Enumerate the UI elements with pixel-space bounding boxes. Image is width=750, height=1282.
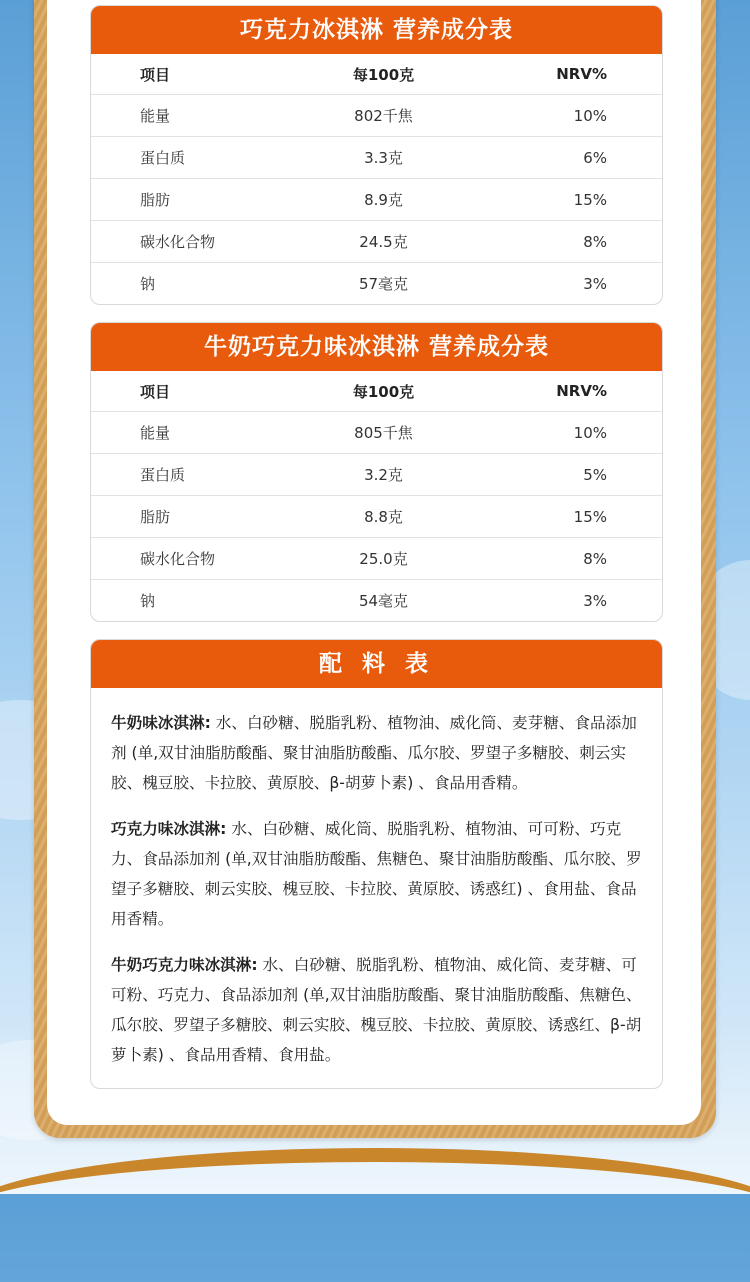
header-per100g: 每100克: [352, 65, 415, 84]
nutrition-table-chocolate: [90, 5, 663, 305]
table-row: [91, 496, 662, 538]
header-item: 项目: [140, 65, 171, 84]
cell-nrv: 10%: [573, 106, 607, 125]
nutrition-table-milk-chocolate: [90, 322, 663, 622]
cell-item: 钠: [140, 592, 156, 610]
table-row: [91, 538, 662, 580]
cell-item: 脂肪: [140, 508, 171, 526]
cell-item: 碳水化合物: [140, 550, 216, 568]
cell-amount: 8.8克: [364, 508, 403, 526]
header-nrv: NRV%: [556, 382, 607, 400]
table-row: [91, 263, 662, 304]
cell-nrv: 8%: [583, 232, 607, 251]
ingredient-list-text: 水、白砂糖、脱脂乳粉、植物油、威化筒、麦芽糖、可可粉、巧克力、食品添加剂 (单,双甘油脂肪酸酯、聚甘油脂肪酸酯、焦糖色、瓜尔胶、罗望子多糖胶、刺云实胶、槐豆胶、卡拉胶、黄原胶、诱惑红、β-胡萝卜素) 、食品用香精、食用盐。: [111, 956, 642, 1064]
cell-amount: 3.3克: [364, 149, 403, 167]
cell-amount: 24.5克: [359, 233, 408, 251]
ingredients-body: [91, 688, 662, 1088]
table-row: [91, 137, 662, 179]
cell-item: 能量: [140, 424, 171, 442]
cell-item: 脂肪: [140, 191, 171, 209]
cell-nrv: 5%: [583, 465, 607, 484]
cell-amount: 54毫克: [358, 592, 409, 610]
ingredient-paragraph: [111, 708, 642, 798]
cell-nrv: 15%: [573, 190, 607, 209]
header-item: 项目: [140, 382, 171, 401]
table-row: [91, 221, 662, 263]
table-row: [91, 412, 662, 454]
ingredient-list-text: 水、白砂糖、脱脂乳粉、植物油、威化筒、麦芽糖、食品添加剂 (单,双甘油脂肪酸酯、聚甘油脂肪酸酯、瓜尔胶、罗望子多糖胶、刺云实胶、槐豆胶、卡拉胶、黄原胶、β-胡萝卜素) 、食品用香精。: [111, 714, 637, 792]
decorative-swoosh: [0, 1148, 750, 1282]
header-nrv: NRV%: [556, 65, 607, 83]
table-row: [91, 95, 662, 137]
ingredient-product-name: 巧克力味冰淇淋:: [111, 820, 227, 838]
ingredients-title: 配 料 表: [91, 640, 662, 688]
ingredient-paragraph: [111, 814, 642, 934]
cell-nrv: 8%: [583, 549, 607, 568]
table-row: [91, 580, 662, 621]
cell-amount: 57毫克: [358, 275, 409, 293]
cell-amount: 25.0克: [359, 550, 408, 568]
table-row: [91, 179, 662, 221]
cell-amount: 805千焦: [354, 424, 413, 442]
table-title: 牛奶巧克力味冰淇淋 营养成分表: [91, 323, 662, 371]
ingredient-product-name: 牛奶味冰淇淋:: [111, 714, 211, 732]
cell-nrv: 3%: [583, 274, 607, 293]
ingredient-paragraph: [111, 950, 642, 1070]
cell-item: 蛋白质: [140, 149, 186, 167]
table-header-row: [91, 371, 662, 412]
cell-amount: 802千焦: [354, 107, 413, 125]
cell-amount: 8.9克: [364, 191, 403, 209]
cell-item: 碳水化合物: [140, 233, 216, 251]
ingredient-product-name: 牛奶巧克力味冰淇淋:: [111, 956, 258, 974]
cell-nrv: 3%: [583, 591, 607, 610]
cell-nrv: 10%: [573, 423, 607, 442]
ingredient-list-text: 水、白砂糖、威化筒、脱脂乳粉、植物油、可可粉、巧克力、食品添加剂 (单,双甘油脂肪酸酯、焦糖色、聚甘油脂肪酸酯、瓜尔胶、罗望子多糖胶、刺云实胶、槐豆胶、卡拉胶、黄原胶、诱惑红) 、食用盐、食品用香精。: [111, 820, 642, 928]
ingredients-card: [90, 639, 663, 1089]
table-header-row: [91, 54, 662, 95]
cell-amount: 3.2克: [364, 466, 403, 484]
cell-item: 能量: [140, 107, 171, 125]
cell-nrv: 15%: [573, 507, 607, 526]
cell-item: 蛋白质: [140, 466, 186, 484]
cell-nrv: 6%: [583, 148, 607, 167]
table-row: [91, 454, 662, 496]
header-per100g: 每100克: [352, 382, 415, 401]
cell-item: 钠: [140, 275, 156, 293]
table-title: 巧克力冰淇淋 营养成分表: [91, 6, 662, 54]
